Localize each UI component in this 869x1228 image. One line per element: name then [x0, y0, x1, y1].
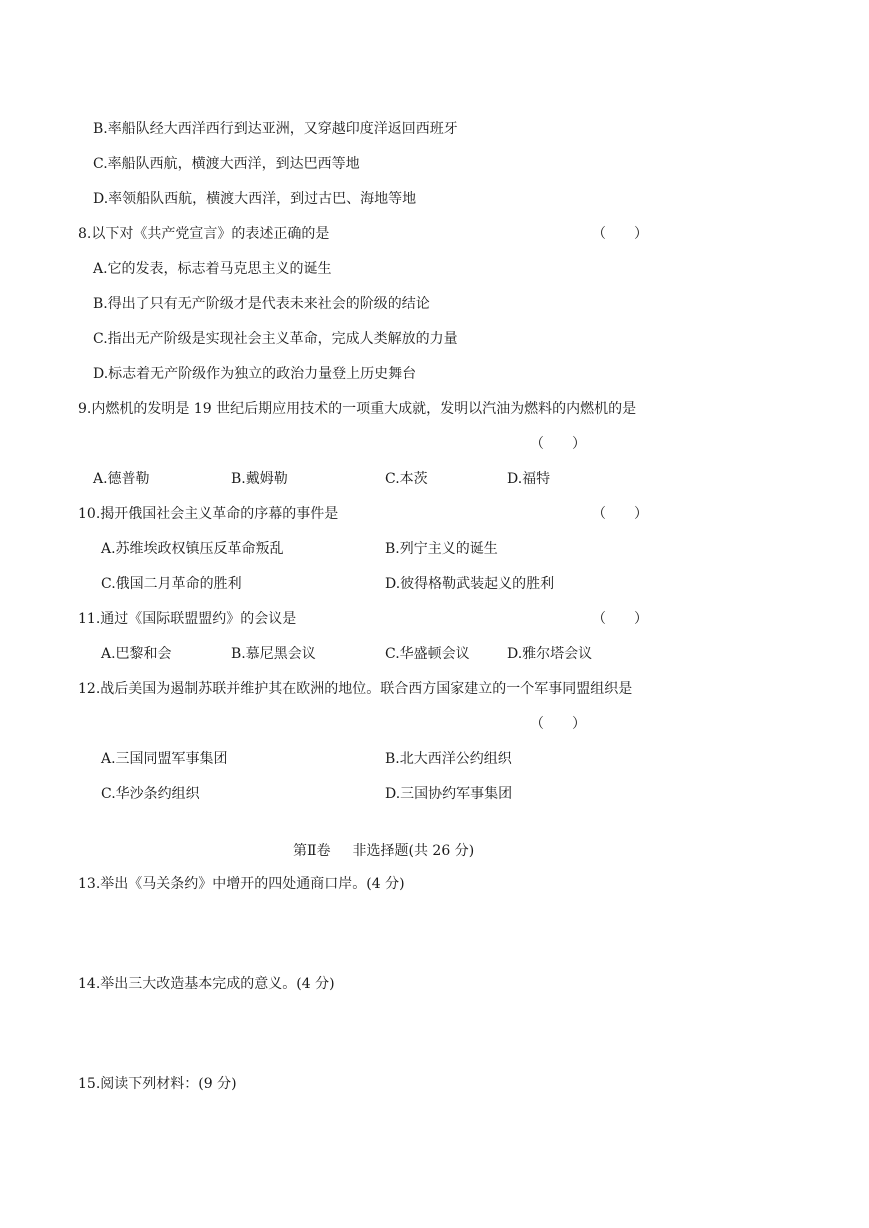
q10-option-a: A.苏维埃政权镇压反革命叛乱	[101, 541, 284, 557]
q10-option-b: B.列宁主义的诞生	[385, 541, 498, 557]
q11-option-a: A.巴黎和会	[101, 646, 172, 662]
q12-option-a: A.三国同盟军事集团	[101, 751, 228, 767]
q10-option-d: D.彼得格勒武装起义的胜利	[385, 576, 555, 592]
section-2-label: 第Ⅱ卷	[293, 843, 331, 859]
q9-answer-paren: （ ）	[530, 436, 586, 452]
section-2-header	[293, 841, 474, 861]
q8-option-a: A.它的发表，标志着马克思主义的诞生	[93, 261, 332, 277]
q10-stem: 10.揭开俄国社会主义革命的序幕的事件是	[78, 506, 339, 522]
q11-stem: 11.通过《国际联盟盟约》的会议是	[78, 611, 297, 627]
q11-option-d: D.雅尔塔会议	[507, 646, 593, 662]
q9-stem: 9.内燃机的发明是 19 世纪后期应用技术的一项重大成就，发明以汽油为燃料的内燃机的是	[78, 401, 637, 417]
q12-stem: 12.战后美国为遏制苏联并维护其在欧洲的地位。联合西方国家建立的一个军事同盟组织是	[78, 681, 633, 697]
q12-option-b: B.北大西洋公约组织	[385, 751, 512, 767]
q11-option-c: C.华盛顿会议	[385, 646, 470, 662]
q9-option-b: B.戴姆勒	[231, 471, 288, 487]
q7-option-d: D.率领船队西航，横渡大西洋，到过古巴、海地等地	[93, 191, 417, 207]
q10-option-c: C.俄国二月革命的胜利	[101, 576, 242, 592]
q8-stem: 8.以下对《共产党宣言》的表述正确的是	[78, 226, 330, 242]
q12-answer-paren: （ ）	[530, 716, 586, 732]
q14-stem: 14.举出三大改造基本完成的意义。(4 分)	[78, 976, 335, 992]
q13-stem: 13.举出《马关条约》中增开的四处通商口岸。(4 分)	[78, 876, 405, 892]
q15-stem: 15.阅读下列材料：(9 分)	[78, 1076, 237, 1092]
q10-answer-paren: （ ）	[592, 506, 648, 522]
q8-option-b: B.得出了只有无产阶级才是代表未来社会的阶级的结论	[93, 296, 430, 312]
q9-option-c: C.本茨	[385, 471, 428, 487]
q8-option-c: C.指出无产阶级是实现社会主义革命，完成人类解放的力量	[93, 331, 458, 347]
section-2-title: 非选择题(共 26 分)	[352, 843, 475, 859]
q11-option-b: B.慕尼黑会议	[231, 646, 316, 662]
q9-option-d: D.福特	[507, 471, 551, 487]
q11-answer-paren: （ ）	[592, 611, 648, 627]
q9-option-a: A.德普勒	[93, 471, 150, 487]
q7-option-b: B.率船队经大西洋西行到达亚洲，又穿越印度洋返回西班牙	[93, 121, 458, 137]
q8-option-d: D.标志着无产阶级作为独立的政治力量登上历史舞台	[93, 366, 417, 382]
q12-option-d: D.三国协约军事集团	[385, 786, 513, 802]
q8-answer-paren: （ ）	[592, 226, 648, 242]
q7-option-c: C.率船队西航，横渡大西洋，到达巴西等地	[93, 156, 360, 172]
q12-option-c: C.华沙条约组织	[101, 786, 200, 802]
